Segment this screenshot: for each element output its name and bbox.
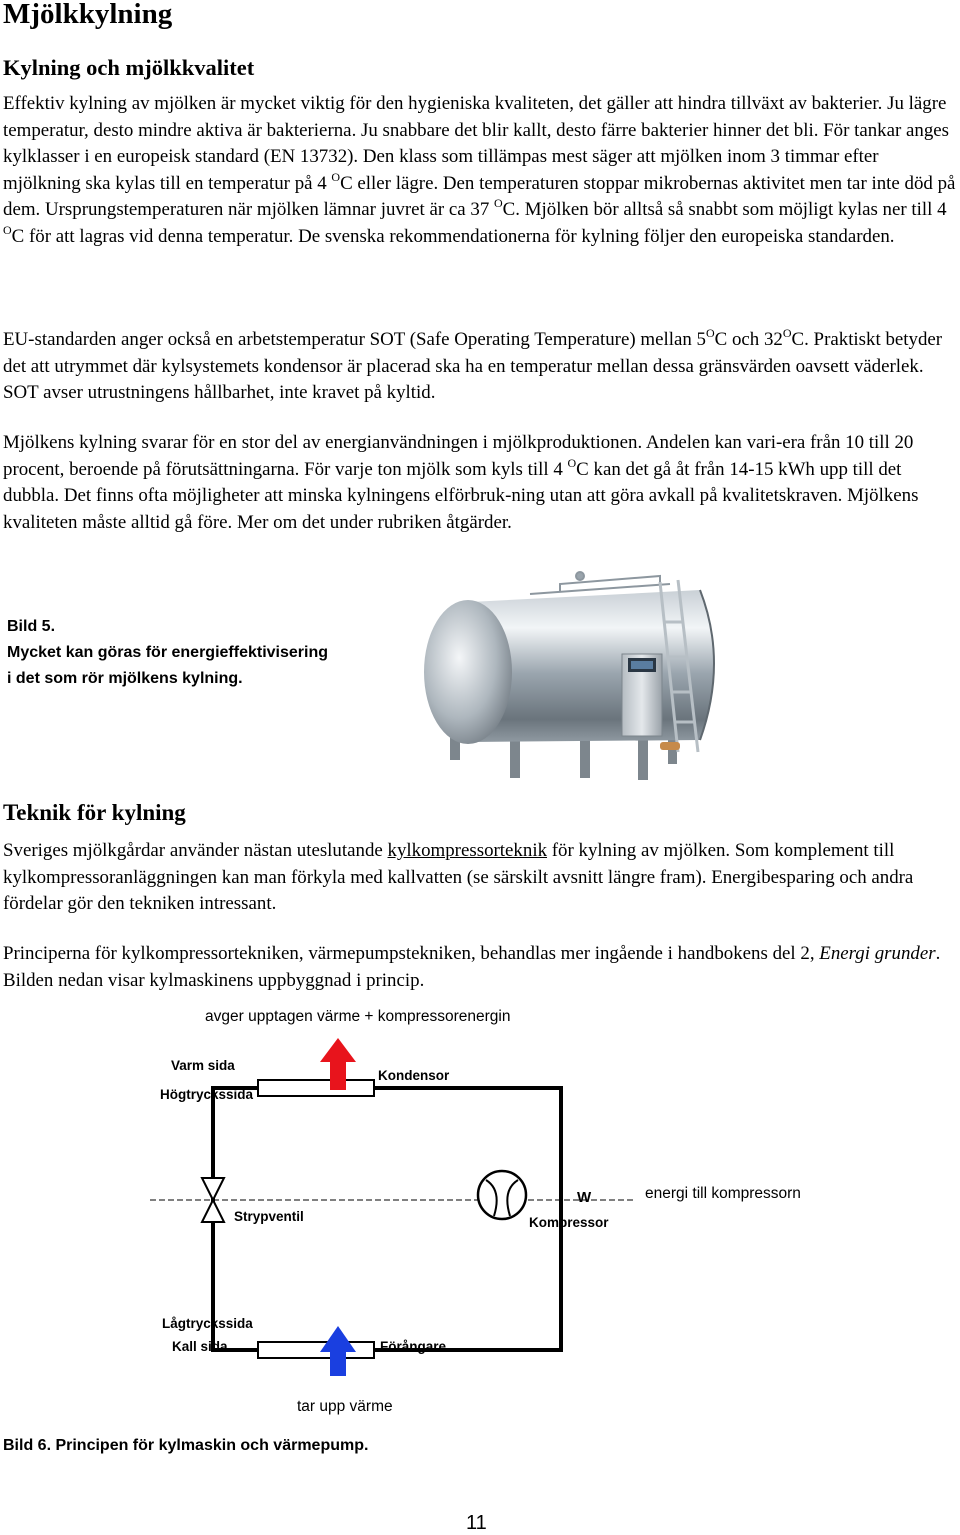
- diagram-top-text: avger upptagen värme + kompressorenergin: [205, 1008, 511, 1025]
- tank-end-cap: [424, 600, 512, 744]
- section-heading-kylning: Kylning och mjölkkvalitet: [3, 55, 255, 80]
- evaporator-box: [258, 1342, 374, 1358]
- label-varm-sida: Varm sida: [171, 1058, 235, 1073]
- label-kall-sida: Kall sida: [172, 1339, 228, 1354]
- label-lagtryckssida: Lågtryckssida: [162, 1316, 253, 1331]
- page-number: 11: [466, 1512, 487, 1534]
- label-kompressor: Kompressor: [529, 1215, 609, 1230]
- label-strypventil: Strypventil: [234, 1209, 304, 1224]
- milk-tank-image: [410, 562, 740, 802]
- diagram-right-text: energi till kompressorn: [645, 1185, 801, 1202]
- figure5-caption-line2: Mycket kan göras för energieffektivisering: [7, 644, 328, 661]
- figure5-caption: [7, 614, 328, 692]
- paragraph-kylning-3: Mjölkens kylning svarar för en stor del av energianvändningen i mjölkproduktionen. Andelen kan vari-era från 10 till 20 procent, beroende på förutsättningarna. För varje ton mjölk som kyls till 4 $^O$C kan det gå åt från 14-15 kWh upp till det dubbla. Det finns ofta möjligheter att minska kylningens elförbruk-ning utan att göra avkall på kvalitetskraven. Mjölkens kvaliteten måste alltid gå före. Mer om det under rubriken åtgärder.: [3, 432, 919, 533]
- paragraph-kylning-1: Effektiv kylning av mjölken är mycket viktig för den hygieniska kvaliteten, det gäller att hindra tillväxt av bakterier. Ju lägre temperatur, desto mindre aktiva är bakterierna. Ju snabbare det blir kallt, desto färre bakterier hinner det bli. För tankar anges kylklasser i en europeisk standard (EN 13732). Den klass som tillämpas mest säger att mjölken inom 3 timmar efter mjölkning ska kylas till en temperatur på 4 $^O$C eller lägre. Den temperaturen stoppar mikrobernas aktivitet men tar inte död på dem. Ursprungstemperaturen när mjölken lämnar juvret är ca 37 $^O$C. Mjölken bör alltså så snabbt som möjligt kylas ner till 4 $^O$C för att lagras vid denna temperatur. De svenska rekommendationerna för kylning följer den europeiska standarden.: [3, 93, 956, 247]
- label-kondensor: Kondensor: [378, 1068, 450, 1083]
- condenser-box: [258, 1080, 374, 1096]
- diagram-bottom-text: tar upp värme: [297, 1398, 393, 1415]
- heat-in-arrow: [320, 1326, 356, 1376]
- paragraph-kylning-2: EU-standarden anger också en arbetstemperatur SOT (Safe Operating Temperature) mellan $5^OC$ och $32^OC$. Praktiskt betyder det att utrymmet där kylsystemets kondensor är placerad ska ha en temperatur mellan dessa gränsvärden oavsett väderlek. SOT avser utrustningens hållbarhet, inte kravet på kyltid.: [3, 326, 943, 404]
- label-hogtryckssida: Högtryckssida: [160, 1087, 254, 1102]
- label-w: W: [577, 1189, 592, 1206]
- figure5-caption-line3: i det som rör mjölkens kylning.: [7, 670, 243, 687]
- kylkompressorteknik-link[interactable]: kylkompressorteknik: [387, 840, 548, 861]
- compressor-symbol: [478, 1171, 526, 1219]
- section-heading-teknik: Teknik för kylning: [3, 800, 186, 825]
- tank-top-rail: [530, 572, 670, 594]
- figure6-caption: Bild 6. Principen för kylmaskin och värmepump.: [3, 1437, 369, 1454]
- tank-outlet-valve: [660, 742, 680, 750]
- page-title: Mjölkkylning: [3, 0, 173, 30]
- figure5-caption-line1: Bild 5.: [7, 618, 56, 635]
- paragraph-teknik-2: Principerna för kylkompressortekniken, värmepumpstekniken, behandlas mer ingående i handbokens del 2, Energi grunder. Bilden nedan visar kylmaskinens uppbyggnad i princip.: [3, 943, 941, 991]
- label-forangare: Förångare: [380, 1339, 447, 1354]
- paragraph-teknik-1: Sveriges mjölkgårdar använder nästan uteslutande kylkompressorteknik för kylning av mjölken. Som komplement till kylkompressoranläggningen kan man förkyla med kallvatten (se särskilt avsnitt längre fram). Energibesparing och andra fördelar gör den tekniken intressant.: [3, 840, 914, 915]
